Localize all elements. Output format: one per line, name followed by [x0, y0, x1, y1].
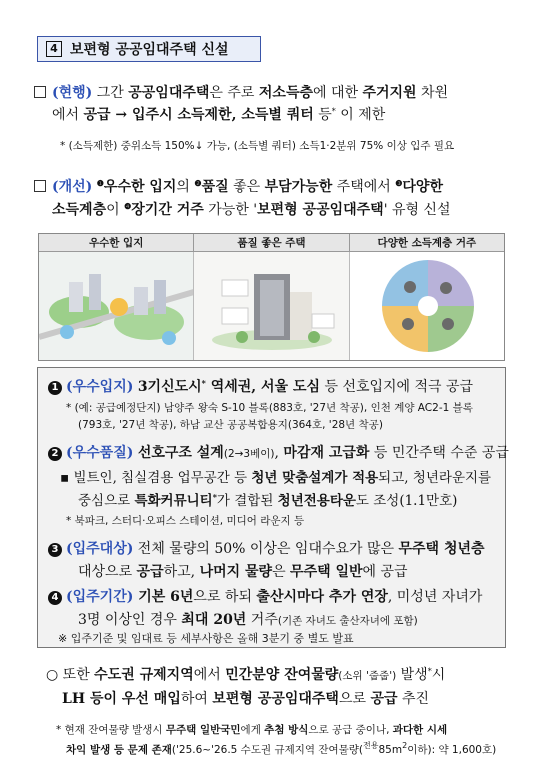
- number-badge: 4: [48, 591, 62, 605]
- also-line-1: ○ 또한 수도권 규제지역에서 민간분양 잔여물량(소위 '줍줍') 발생*시: [46, 667, 446, 683]
- item-3-line-2: 대상으로 공급하고, 나머지 물량은 무주택 일반에 공급: [78, 564, 408, 580]
- item-2-line: 2 (우수품질) 선호구조 설계(2→3베이), 마감재 고급화 등 민간주택 수준 공급: [48, 442, 509, 462]
- number-badge: 2: [48, 447, 62, 461]
- also-line-2: LH 등이 우선 매입하여 보편형 공공임대주택으로 공급 추진: [62, 691, 429, 707]
- section-title-text: 보편형 공공임대주택 신설: [70, 42, 229, 58]
- city-illustration: [39, 252, 194, 360]
- section-title: [37, 36, 261, 62]
- number-badge: 3: [48, 543, 62, 557]
- item-1-note-1: * (예: 공급예정단지) 남양주 왕숙 S-10 블록(883호, '27년 착공), 인천 계양 AC2-1 블록: [66, 402, 473, 414]
- item-3-line: 3 (입주대상) 전체 물량의 50% 이상은 임대수요가 많은 무주택 청년층: [48, 538, 485, 558]
- item-2-bullet-2: 중심으로 특화커뮤니티*가 결합된 청년전용타운도 조성(1.1만호): [78, 492, 458, 509]
- number-badge: 1: [48, 381, 62, 395]
- section-number: 4: [46, 41, 62, 57]
- people-illustration: [350, 252, 504, 360]
- also-note-2: 차익 발생 등 문제 존재('25.6~'26.5 수도권 규제지역 잔여물량($^{전용}85m^2$이하): 약 1,600호): [66, 741, 497, 756]
- table-header: 다양한 소득계층 거주: [350, 234, 504, 251]
- box-note: ※ 입주기준 및 임대료 등 세부사항은 올해 3분기 중 별도 발표: [58, 632, 354, 645]
- improve-line-2: 소득계층이 $^❹$장기간 거주 가능한 '보편형 공공임대주택' 유형 신설: [52, 201, 451, 218]
- checkbox-square-icon: [34, 180, 46, 192]
- table-header: 우수한 입지: [39, 234, 194, 251]
- item-2-bullet-1: ▪ 빌트인, 침실겸용 업무공간 등 청년 맞춤설계가 적용되고, 청년라운지를: [60, 470, 492, 486]
- also-note-1: * 현재 잔여물량 발생시 무주택 일반국민에게 추첨 방식으로 공급 중이나, 과다한 시세: [56, 724, 448, 736]
- item-1-line: 1 (우수입지) 3기신도시* 역세권, 서울 도심 등 선호입지에 적극 공급: [48, 376, 473, 396]
- checkbox-square-icon: [34, 86, 46, 98]
- current-line-2: 에서 공급 → 입주시 소득제한, 소득별 쿼터 등* 이 제한: [52, 107, 386, 123]
- image-table: [38, 233, 505, 361]
- item-4-line: 4 (입주기간) 기본 6년으로 하되 출산시마다 추가 연장, 미성년 자녀가: [48, 586, 482, 606]
- current-line-1: (현행) 그간 공공임대주택은 주로 저소득층에 대한 주거지원 차원: [34, 82, 448, 102]
- item-1-note-2: (793호, '27년 착공), 하남 교산 공공복합용지(364호, '28년 착공): [78, 419, 383, 431]
- improve-line-1: (개선) $^❶$우수한 입지의 $^❷$품질 좋은 부담가능한 주택에서 $^❸$다양한: [34, 176, 443, 196]
- item-2-note: * 북파크, 스터디·오피스 스테이션, 미디어 라운지 등: [66, 515, 305, 527]
- item-4-line-2: 3명 이상인 경우 최대 20년 거주(기존 자녀도 출산자녀에 포함): [78, 612, 418, 628]
- current-note: * (소득제한) 중위소득 150%↓ 가능, (소득별 쿼터) 소득1·2분위 75% 이상 입주 필요: [60, 140, 455, 152]
- house-illustration: [194, 252, 349, 360]
- table-header: 품질 좋은 주택: [194, 234, 349, 251]
